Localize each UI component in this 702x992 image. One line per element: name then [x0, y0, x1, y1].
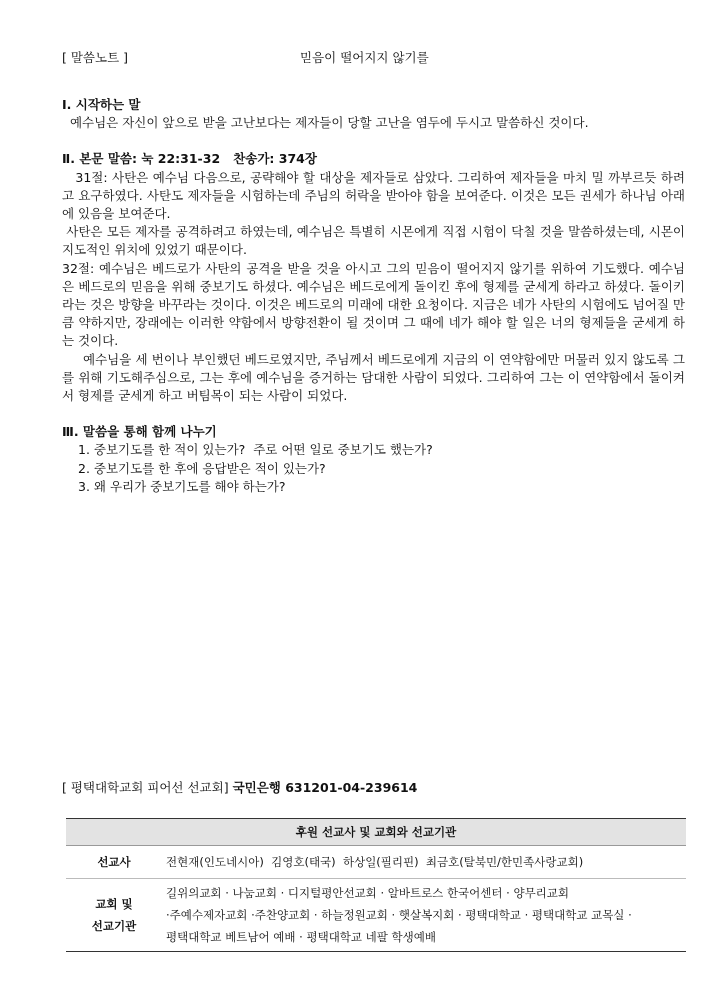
- header: [62, 48, 640, 66]
- table-row: [66, 879, 686, 952]
- organizations-line-2: ·주예수제자교회 ·주찬양교회 · 하늘정원교회 · 햇살복지회 · 평택대학교 · 평택대학교 교목실 ·: [166, 908, 632, 922]
- table-row: [66, 846, 686, 879]
- missionaries-label: 선교사: [66, 846, 162, 879]
- section-2-heading: Ⅱ. 본문 말씀: 눅 22:31-32 찬송가: 374장: [62, 151, 317, 167]
- verse-31-paragraph: 31절: 사탄은 예수님 다음으로, 공략해야 할 대상을 제자들로 삼았다. 그리하여 제자들을 마치 밀 까부르듯 하려고 요구하였다. 사탄도 제자들을 시험하는데 주님의 허락을 받아야 함을 보여준다. 이것은 모든 권세가 하나님 아래에 있음을 보여준다.: [62, 169, 686, 222]
- section-3-heading: Ⅲ. 말씀을 통해 함께 나누기: [62, 424, 217, 440]
- organizations-line-3: 평택대학교 베트남어 예배 · 평택대학교 네팔 학생예배: [166, 930, 436, 944]
- missionaries-list: 전현재(인도네시아) 김영호(태국) 하상일(필리핀) 최금호(탈북민/한민족사랑교회): [162, 846, 686, 879]
- organizations-list: [162, 879, 686, 952]
- verse-32-paragraph: 32절: 예수님은 베드로가 사탄의 공격을 받을 것을 아시고 그의 믿음이 떨어지지 않기를 위하여 기도했다. 예수님은 베드로의 믿음을 위해 중보기도 하셨다. 예수님은 베드로에게 돌이킨 후에 형제를 굳세게 하라고 하셨다. 돌이키라는 것은 방향을 바꾸라는 것이다. 이것은 베드로의 미래에 대한 요청이다. 지금은 네가 사탄의 시험에도 넘어질 만큼 약하지만, 장래에는 이러한 약함에서 방향전환이 될 것이며 그 때에 네가 해야 할 일은 너의 형제들을 굳세게 하는 것이다.: [62, 260, 685, 349]
- question-2: 2. 중보기도를 한 후에 응답받은 적이 있는가?: [78, 460, 326, 476]
- organizations-line-1: 길위의교회 · 나눔교회 · 디지털평안선교회 · 알바트로스 한국어센터 · 양무리교회: [166, 886, 570, 900]
- section-1-heading: Ⅰ. 시작하는 말: [62, 97, 141, 112]
- organizations-label-line-1: 교회 및: [95, 897, 133, 911]
- supporters-table: [66, 818, 686, 952]
- section-1-body: 예수님은 자신이 앞으로 받을 고난보다는 제자들이 당할 고난을 염두에 두시고 말씀하신 것이다.: [62, 115, 589, 131]
- note-label: [ 말씀노트 ]: [62, 50, 129, 65]
- simon-paragraph: 사탄은 모든 제자를 공격하려고 하였는데, 예수님은 특별히 시몬에게 직접 시험이 닥칠 것을 말씀하셨는데, 시몬이 지도적인 위치에 있었기 때문이다.: [62, 224, 689, 258]
- supporters-table-title: 후원 선교사 및 교회와 선교기관: [66, 819, 686, 846]
- peter-paragraph: 예수님을 세 번이나 부인했던 베드로였지만, 주님께서 베드로에게 지금의 이 연약함에만 머물러 있지 않도록 그를 위해 기도해주심으로, 그는 후에 예수님을 증거하는 담대한 사람이 되었다. 그리하여 그는 이 연약함에서 돌이켜서 형제를 굳세게 하고 버팀목이 되는 사람이 되었다.: [62, 351, 685, 404]
- question-3: 3. 왜 우리가 중보기도를 해야 하는가?: [78, 478, 286, 494]
- organizations-label: [66, 879, 162, 952]
- document-title: 믿음이 떨어지지 않기를: [300, 50, 429, 65]
- content: [62, 96, 689, 496]
- bank-account: 국민은행 631201-04-239614: [232, 780, 418, 795]
- question-1: 1. 중보기도를 한 적이 있는가? 주로 어떤 일로 중보기도 했는가?: [78, 442, 433, 458]
- organizations-label-line-2: 선교기관: [91, 919, 137, 933]
- donation-account: [62, 778, 417, 796]
- account-label: [ 평택대학교회 피어선 선교회]: [62, 780, 229, 795]
